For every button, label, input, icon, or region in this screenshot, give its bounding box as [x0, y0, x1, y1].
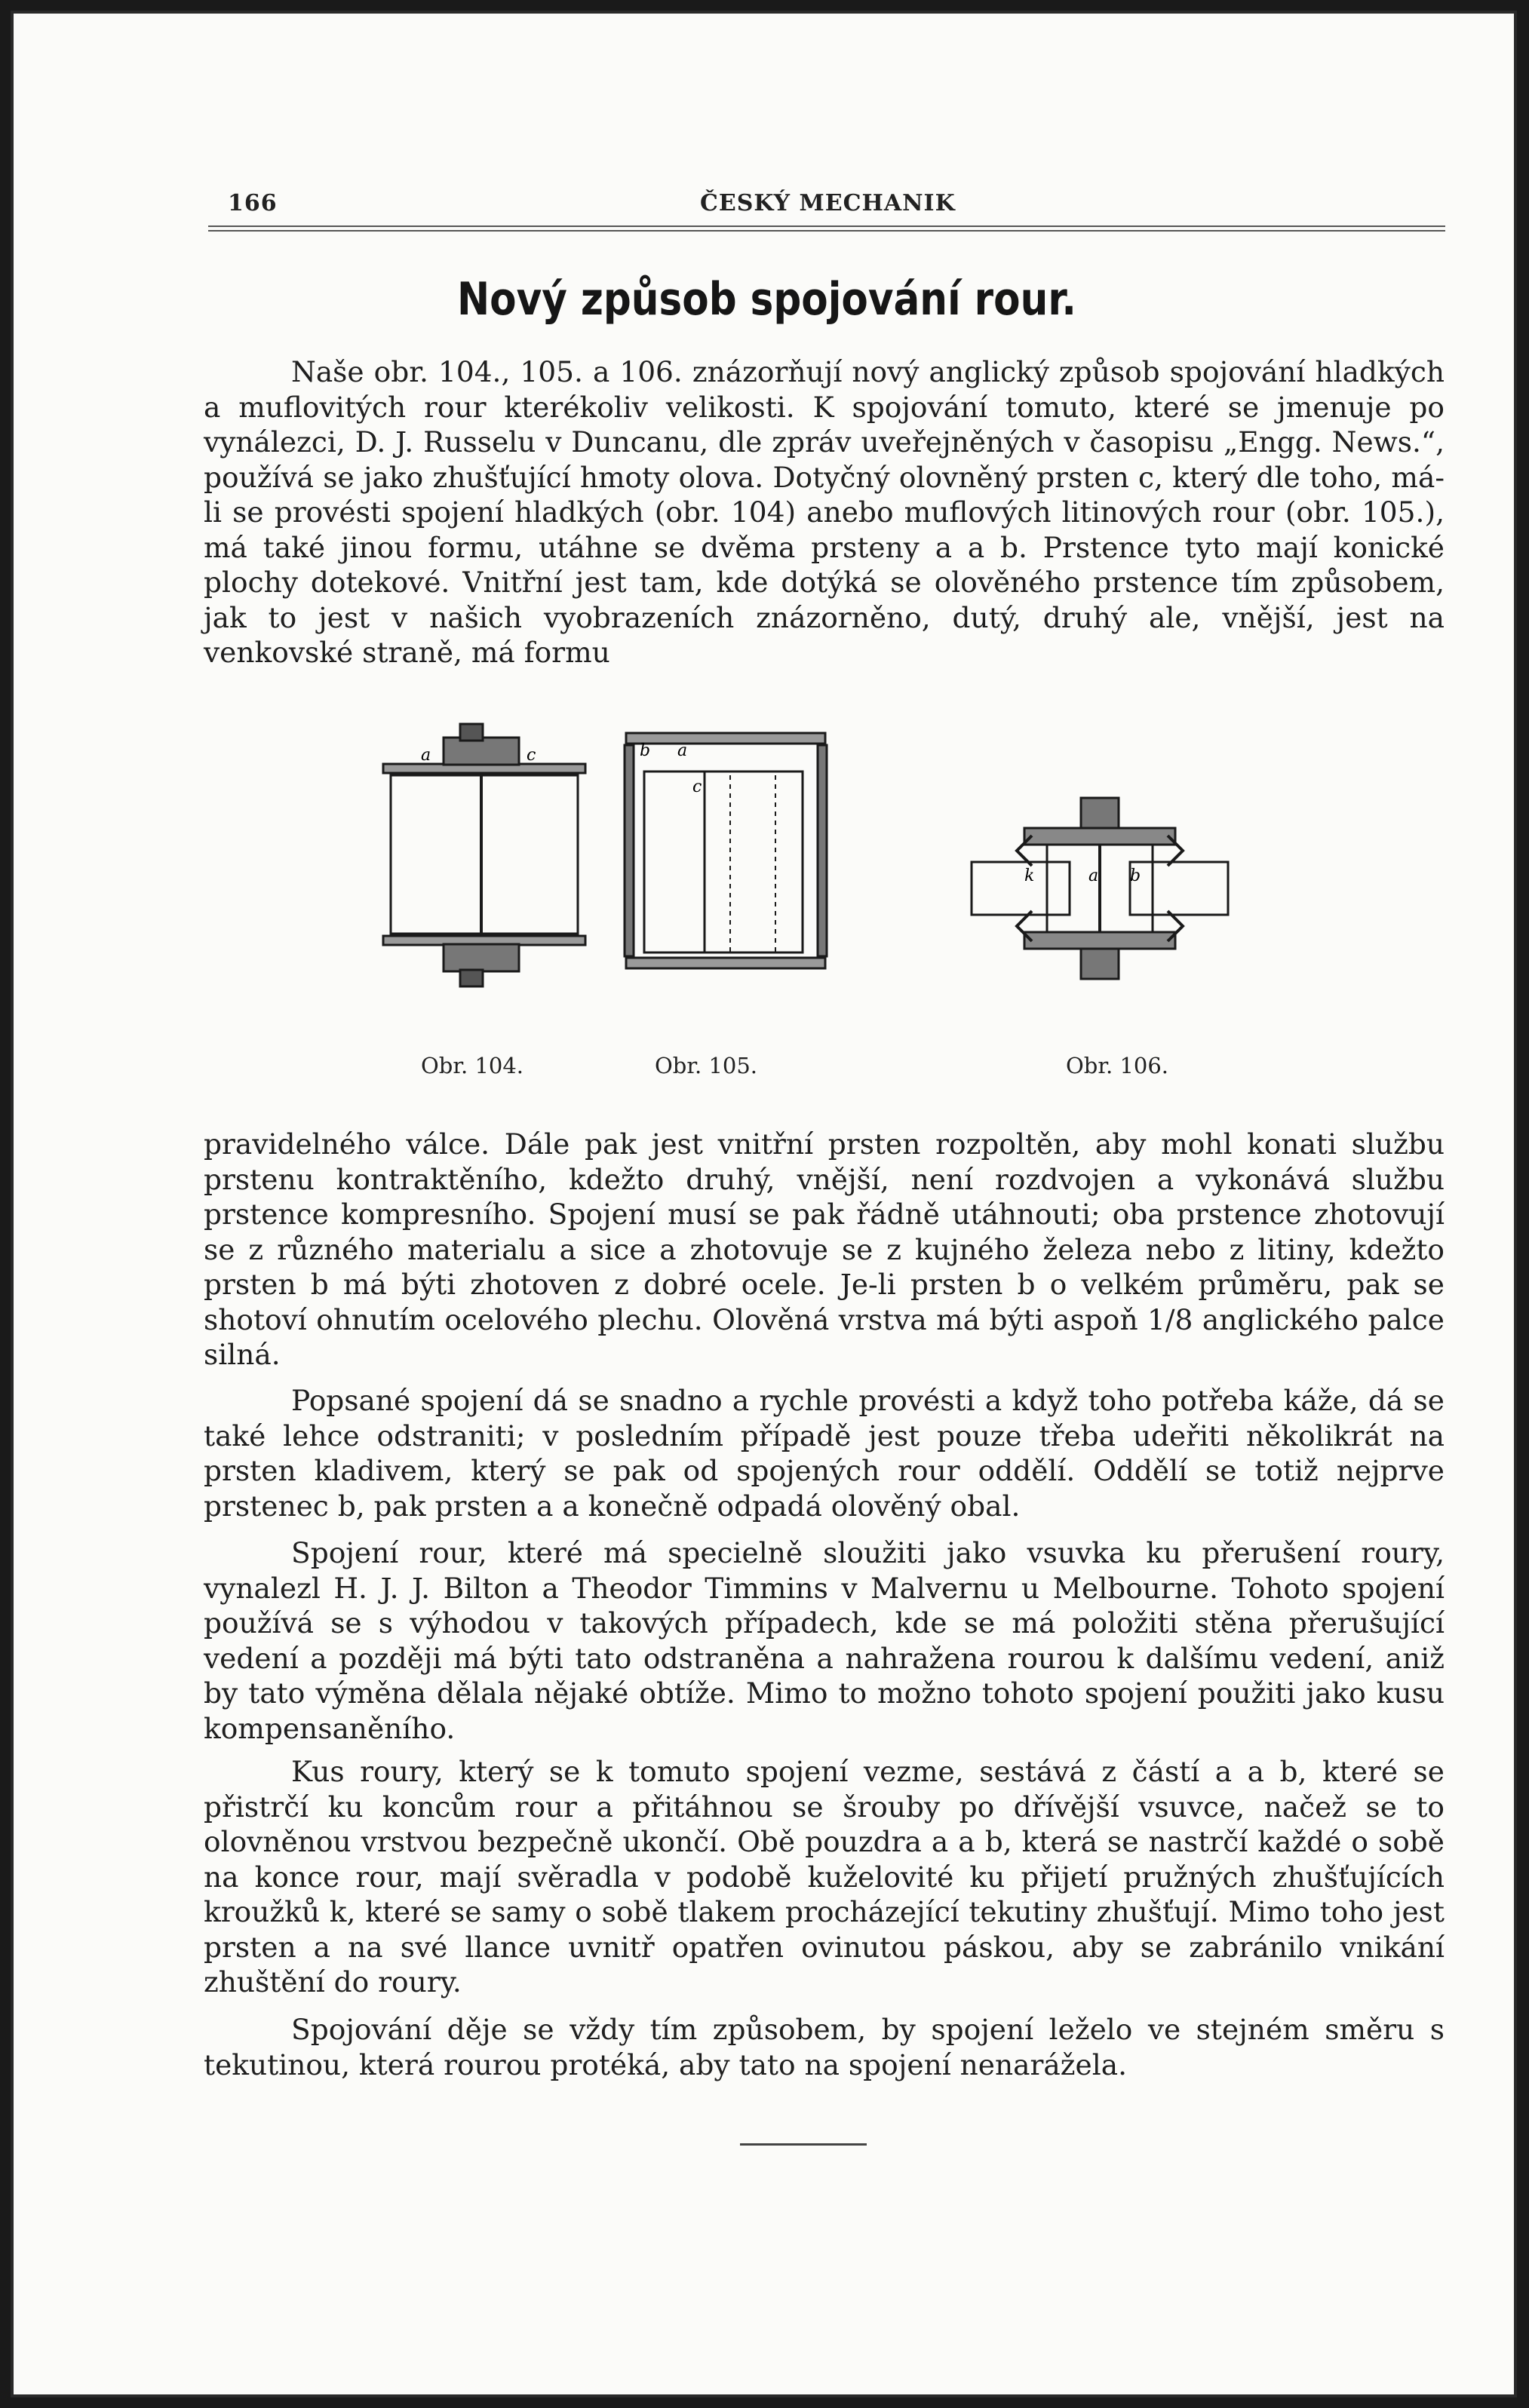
fig105-label-c: c: [692, 778, 702, 796]
paragraph-intro: Naše obr. 104., 105. a 106. znázorňují nový anglický způsob spojování hladkých a muflovitých rour kterékoliv velikosti. K spojování tomuto, které se jmenuje po vynálezci, D. J. Russelu v Duncanu, dle zpráv uveřejněných v časopisu „Engg. News.“, používá se jako zhušťující hmoty olova. Dotyčný olovněný prsten c, který dle toho, má-li se provésti spojení hladkých (obr. 104) anebo muflových litinových rour (obr. 105.), má také jinou formu, utáhne se dvěma prsteny a a b. Prstence tyto mají konické plochy dotekové. Vnitřní jest tam, kde dotýká se olověného prstence tím způsobem, jak to jest v našich vyobrazeních znázorněno, dutý, druhý ale, vnější, jest na venkovské straně, má formu: [204, 355, 1445, 669]
fig104-label-a: a: [421, 746, 431, 765]
fig106-label-k: k: [1024, 867, 1035, 885]
fig106-label-b: b: [1130, 867, 1141, 885]
journal-title: ČESKÝ MECHANIK: [700, 190, 956, 216]
header-rule: [208, 225, 1445, 227]
end-ornament-rule: [740, 2143, 867, 2146]
figure-caption-105: Obr. 105.: [655, 1053, 758, 1078]
document-page: [11, 11, 1517, 2397]
paragraph-rings: pravidelného válce. Dále pak jest vnitřní prsten rozpoltěn, aby mohl konati službu prstenu kontraktěního, kdežto druhý, vnější, není rozdvojen a vykonává službu prstence kompresního. Spojení musí se pak řádně utáhnouti; oba prstence zhotovují se z různého materialu a sice a zhotovuje se z kujného železa nebo z litiny, kdežto prsten b má býti zhotoven z dobré ocele. Je-li prsten b o velkém průměru, pak se shotoví ohnutím ocelového plechu. Olověná vrstva má býti aspoň 1/8 anglického palce silná.: [204, 1127, 1445, 1371]
figure-104-drawing: [383, 724, 585, 986]
fig105-label-b: b: [640, 741, 651, 760]
figure-106-drawing: [972, 798, 1228, 979]
paragraph-bilton: Spojení rour, které má specielně sloužiti jako vsuvka ku přerušení roury, vynalezl H. J. J. Bilton a Theodor Timmins v Malvernu u Melbourne. Tohoto spojení používá se s výhodou v takových případech, kde se má položiti stěna přerušující vedení a později má býti tato odstraněna a nahražena rourou k dalšímu vedení, aniž by tato výměna dělala nějaké obtíže. Mimo to možno tohoto spojení použiti jako kusu kompensaněního.: [204, 1536, 1445, 1745]
fig105-label-a: a: [677, 741, 688, 760]
figure-105-drawing: [625, 733, 827, 968]
page-number: 166: [228, 190, 278, 216]
fig104-label-c: c: [527, 746, 536, 765]
fig106-label-a: a: [1088, 867, 1099, 885]
figure-caption-104: Obr. 104.: [421, 1053, 524, 1078]
paragraph-pipe-piece: Kus roury, který se k tomuto spojení vezme, sestává z částí a a b, které se přistrčí ku koncům rour a přitáhnou se šrouby po dřívější vsuvce, načež se to olovněnou vrstvou bezpečně ukončí. Obě pouzdra a a b, která se nastrčí každé o sobě na konce rour, mají svěradla v podobě kuželovité ku přijetí pružných zhušťujících kroužků k, které se samy o sobě tlakem procházející tekutiny zhušťují. Mimo toho jest prsten a na své llance uvnitř opatřen ovinutou páskou, aby se zabránilo vnikání zhuštění do roury.: [204, 1755, 1445, 1998]
paragraph-direction: Spojování děje se vždy tím způsobem, by spojení leželo ve stejném směru s tekutinou, která rourou protéká, aby tato na spojení nenarážela.: [204, 2013, 1445, 2081]
article-title: Nový způsob spojování rour.: [456, 273, 1077, 326]
figure-caption-106: Obr. 106.: [1066, 1053, 1169, 1078]
header-rule: [208, 230, 1445, 232]
paragraph-removal: Popsané spojení dá se snadno a rychle provésti a když toho potřeba káže, dá se také lehce odstraniti; v posledním případě jest pouze třeba udeřiti několikrát na prsten kladivem, který se pak od spojených rour oddělí. Oddělí se totiž nejprve prstenec b, pak prsten a a konečně odpadá olověný obal.: [204, 1384, 1445, 1523]
figures-illustration: [376, 722, 1311, 1017]
